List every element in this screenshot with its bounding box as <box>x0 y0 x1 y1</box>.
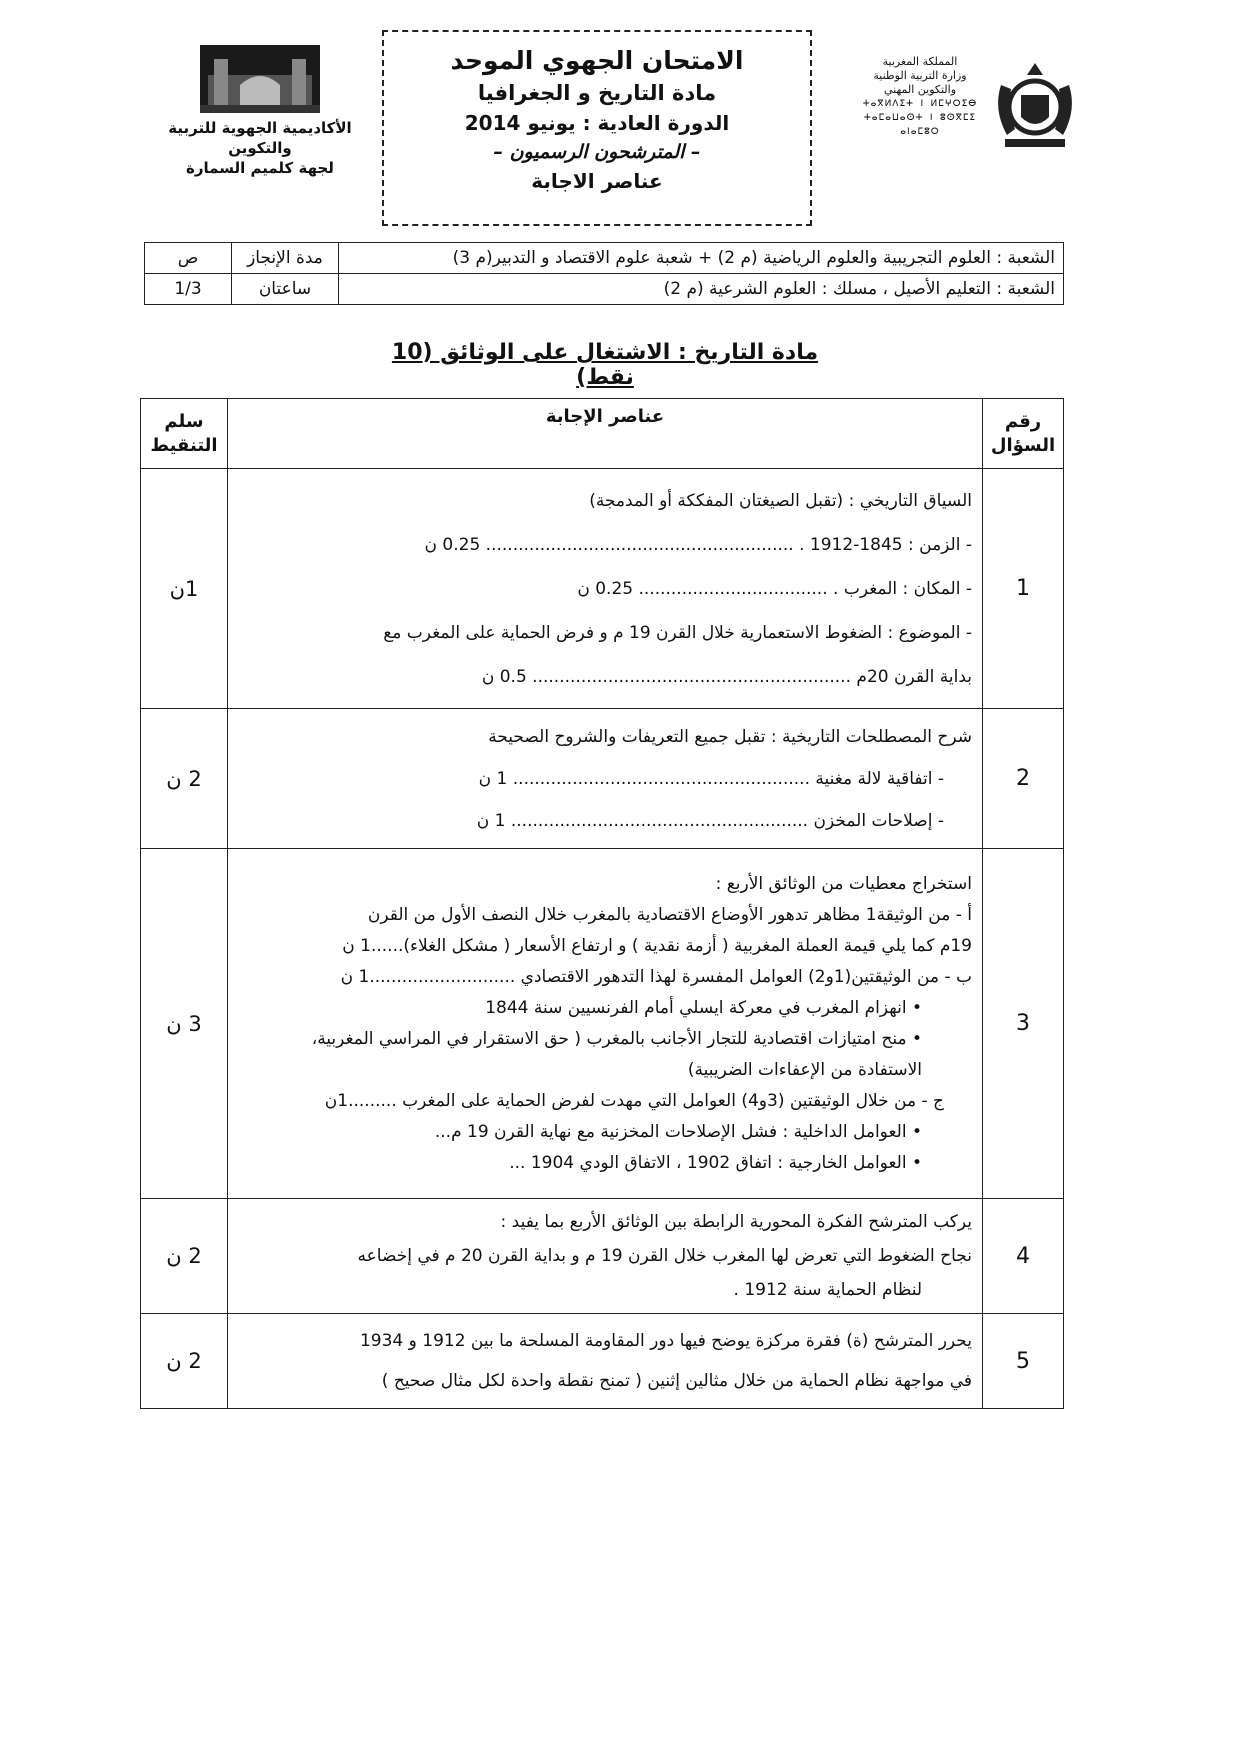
question-number: 5 <box>983 1314 1064 1409</box>
ministry-line: وزارة التربية الوطنية <box>873 69 967 82</box>
table-row <box>141 849 1064 1199</box>
answer-line: في مواجهة نظام الحماية من خلال مثالين إثنين ( تمنح نقطة واحدة لكل مثال صحيح ) <box>381 1371 972 1391</box>
answer-line: 19م كما يلي قيمة العملة المغربية ( أزمة نقدية ) و ارتفاع الأسعار ( مشكل الغلاء)......1 ن <box>342 935 972 956</box>
answer-elements-label: عناصر الاجابة <box>531 169 663 193</box>
answer-line: يركب المترشح الفكرة المحورية الرابطة بين الوثائق الأربع بما يفيد : <box>500 1212 972 1232</box>
academy-line: الأكاديمية الجهوية للتربية والتكوين <box>168 119 352 157</box>
header-line: التنقيط <box>150 434 218 456</box>
header-line: رقم <box>1004 410 1042 432</box>
answer-line: نجاح الضغوط التي تعرض لها المغرب خلال القرن 19 م و بداية القرن 20 م في إخضاعه <box>357 1246 972 1266</box>
ministry-line: المملكة المغربية <box>882 55 958 68</box>
exam-title: الامتحان الجهوي الموحد <box>450 46 744 75</box>
answer-line: • منح امتيازات اقتصادية للتجار الأجانب بالمغرب ( حق الاستقرار في المراسي المغربية، <box>311 1028 922 1049</box>
table-row <box>141 1199 1064 1314</box>
column-header-score <box>141 399 228 469</box>
score-value: 2 ن <box>141 1314 228 1409</box>
answer-line: أ - من الوثيقة1 مظاهر تدهور الأوضاع الاقتصادية بالمغرب خلال النصف الأول من القرن <box>367 904 972 925</box>
table-header-row <box>141 399 1064 469</box>
question-number: 3 <box>983 849 1064 1199</box>
page-value: 1/3 <box>145 274 232 305</box>
score-value: 3 ن <box>141 849 228 1199</box>
academy-logo <box>200 45 320 113</box>
column-header-question <box>983 399 1064 469</box>
exam-session: الدورة العادية : يونيو 2014 <box>464 111 730 135</box>
answer-line: بداية القرن 20م ........................................................... 0.5 ن <box>481 666 972 687</box>
column-header-answer: عناصر الإجابة <box>228 399 983 469</box>
answer-table <box>140 398 1064 1409</box>
score-value: 1ن <box>141 469 228 709</box>
answer-line: السياق التاريخي : (تقبل الصيغتان المفككة أو المدمجة) <box>589 490 972 511</box>
answer-line: • انهزام المغرب في معركة ايسلي أمام الفرنسيين سنة 1844 <box>485 997 922 1018</box>
answer-line: - اتفاقية لالة مغنية ....................................................... 1 ن <box>478 768 944 789</box>
answer-line: يحرر المترشح (ة) فقرة مركزة يوضح فيها دور المقاومة المسلحة ما بين 1912 و 1934 <box>359 1331 972 1351</box>
answer-cell <box>228 709 983 849</box>
answer-line: • العوامل الخارجية : اتفاق 1902 ، الاتفاق الودي 1904 ... <box>509 1152 922 1173</box>
exam-subject: مادة التاريخ و الجغرافيا <box>477 81 717 105</box>
branch-cell: الشعبة : التعليم الأصيل ، مسلك : العلوم الشرعية (م 2) <box>339 274 1064 305</box>
answer-line: استخراج معطيات من الوثائق الأربع : <box>715 873 972 894</box>
answer-line: - الزمن : 1845-1912 . ......................................................... 0.25 ن <box>424 534 972 555</box>
header-line: السؤال <box>990 434 1056 456</box>
ministry-tifinagh-line: ⴰⵏⴰⵎⵓⵔ <box>900 127 940 137</box>
answer-line: • العوامل الداخلية : فشل الإصلاحات المخزنية مع نهاية القرن 19 م... <box>434 1121 922 1142</box>
ministry-tifinagh-line: ⵜⴰⴳⵍⴷⵉⵜ ⵏ ⵍⵎⵖⵔⵉⴱ <box>862 99 978 109</box>
academy-line: لجهة كلميم السمارة <box>186 159 334 177</box>
answer-line: - إصلاحات المخزن ....................................................... 1 ن <box>476 810 944 831</box>
exam-header-box <box>382 30 812 226</box>
branch-cell: الشعبة : العلوم التجريبية والعلوم الرياضية (م 2) + شعبة علوم الاقتصاد و التدبير(م 3) <box>339 243 1064 274</box>
header-line: سلم <box>164 410 204 432</box>
ministry-tifinagh-line: ⵜⴰⵎⴰⵡⴰⵙⵜ ⵏ ⵓⵙⴳⵎⵉ <box>863 113 977 123</box>
score-value: 2 ن <box>141 1199 228 1314</box>
answer-line: - الموضوع : الضغوط الاستعمارية خلال القرن 19 م و فرض الحماية على المغرب مع <box>383 622 972 643</box>
answer-line: لنظام الحماية سنة 1912 . <box>733 1280 922 1300</box>
kingdom-emblem-logo <box>985 55 1085 155</box>
ministry-line: والتكوين المهني <box>883 83 957 96</box>
page-label: ص <box>145 243 232 274</box>
answer-line: ب - من الوثيقتين(1و2) العوامل المفسرة لهذا التدهور الاقتصادي ...........................1 ن <box>340 966 972 987</box>
ministry-name <box>860 55 980 139</box>
answer-line: ج - من خلال الوثيقتين (3و4) العوامل التي مهدت لفرض الحماية على المغرب .........1ن <box>324 1090 944 1111</box>
duration-value: ساعتان <box>232 274 339 305</box>
section-title: مادة التاريخ : الاشتغال على الوثائق (10 نقط) <box>391 340 819 390</box>
question-number: 4 <box>983 1199 1064 1314</box>
answer-line: الاستفادة من الإعفاءات الضريبية) <box>687 1059 922 1080</box>
question-number: 1 <box>983 469 1064 709</box>
answer-line: شرح المصطلحات التاريخية : تقبل جميع التعريفات والشروح الصحيحة <box>488 726 972 747</box>
table-row <box>141 1314 1064 1409</box>
exam-info-table <box>144 242 1064 305</box>
answer-cell <box>228 1314 983 1409</box>
exam-candidates: – المترشحون الرسميون – <box>493 141 701 163</box>
answer-cell <box>228 1199 983 1314</box>
academy-name <box>150 118 370 178</box>
table-row <box>141 469 1064 709</box>
table-row <box>141 709 1064 849</box>
duration-label: مدة الإنجاز <box>232 243 339 274</box>
answer-line: - المكان : المغرب . ................................... 0.25 ن <box>577 578 972 599</box>
answer-cell <box>228 469 983 709</box>
score-value: 2 ن <box>141 709 228 849</box>
question-number: 2 <box>983 709 1064 849</box>
answer-cell <box>228 849 983 1199</box>
